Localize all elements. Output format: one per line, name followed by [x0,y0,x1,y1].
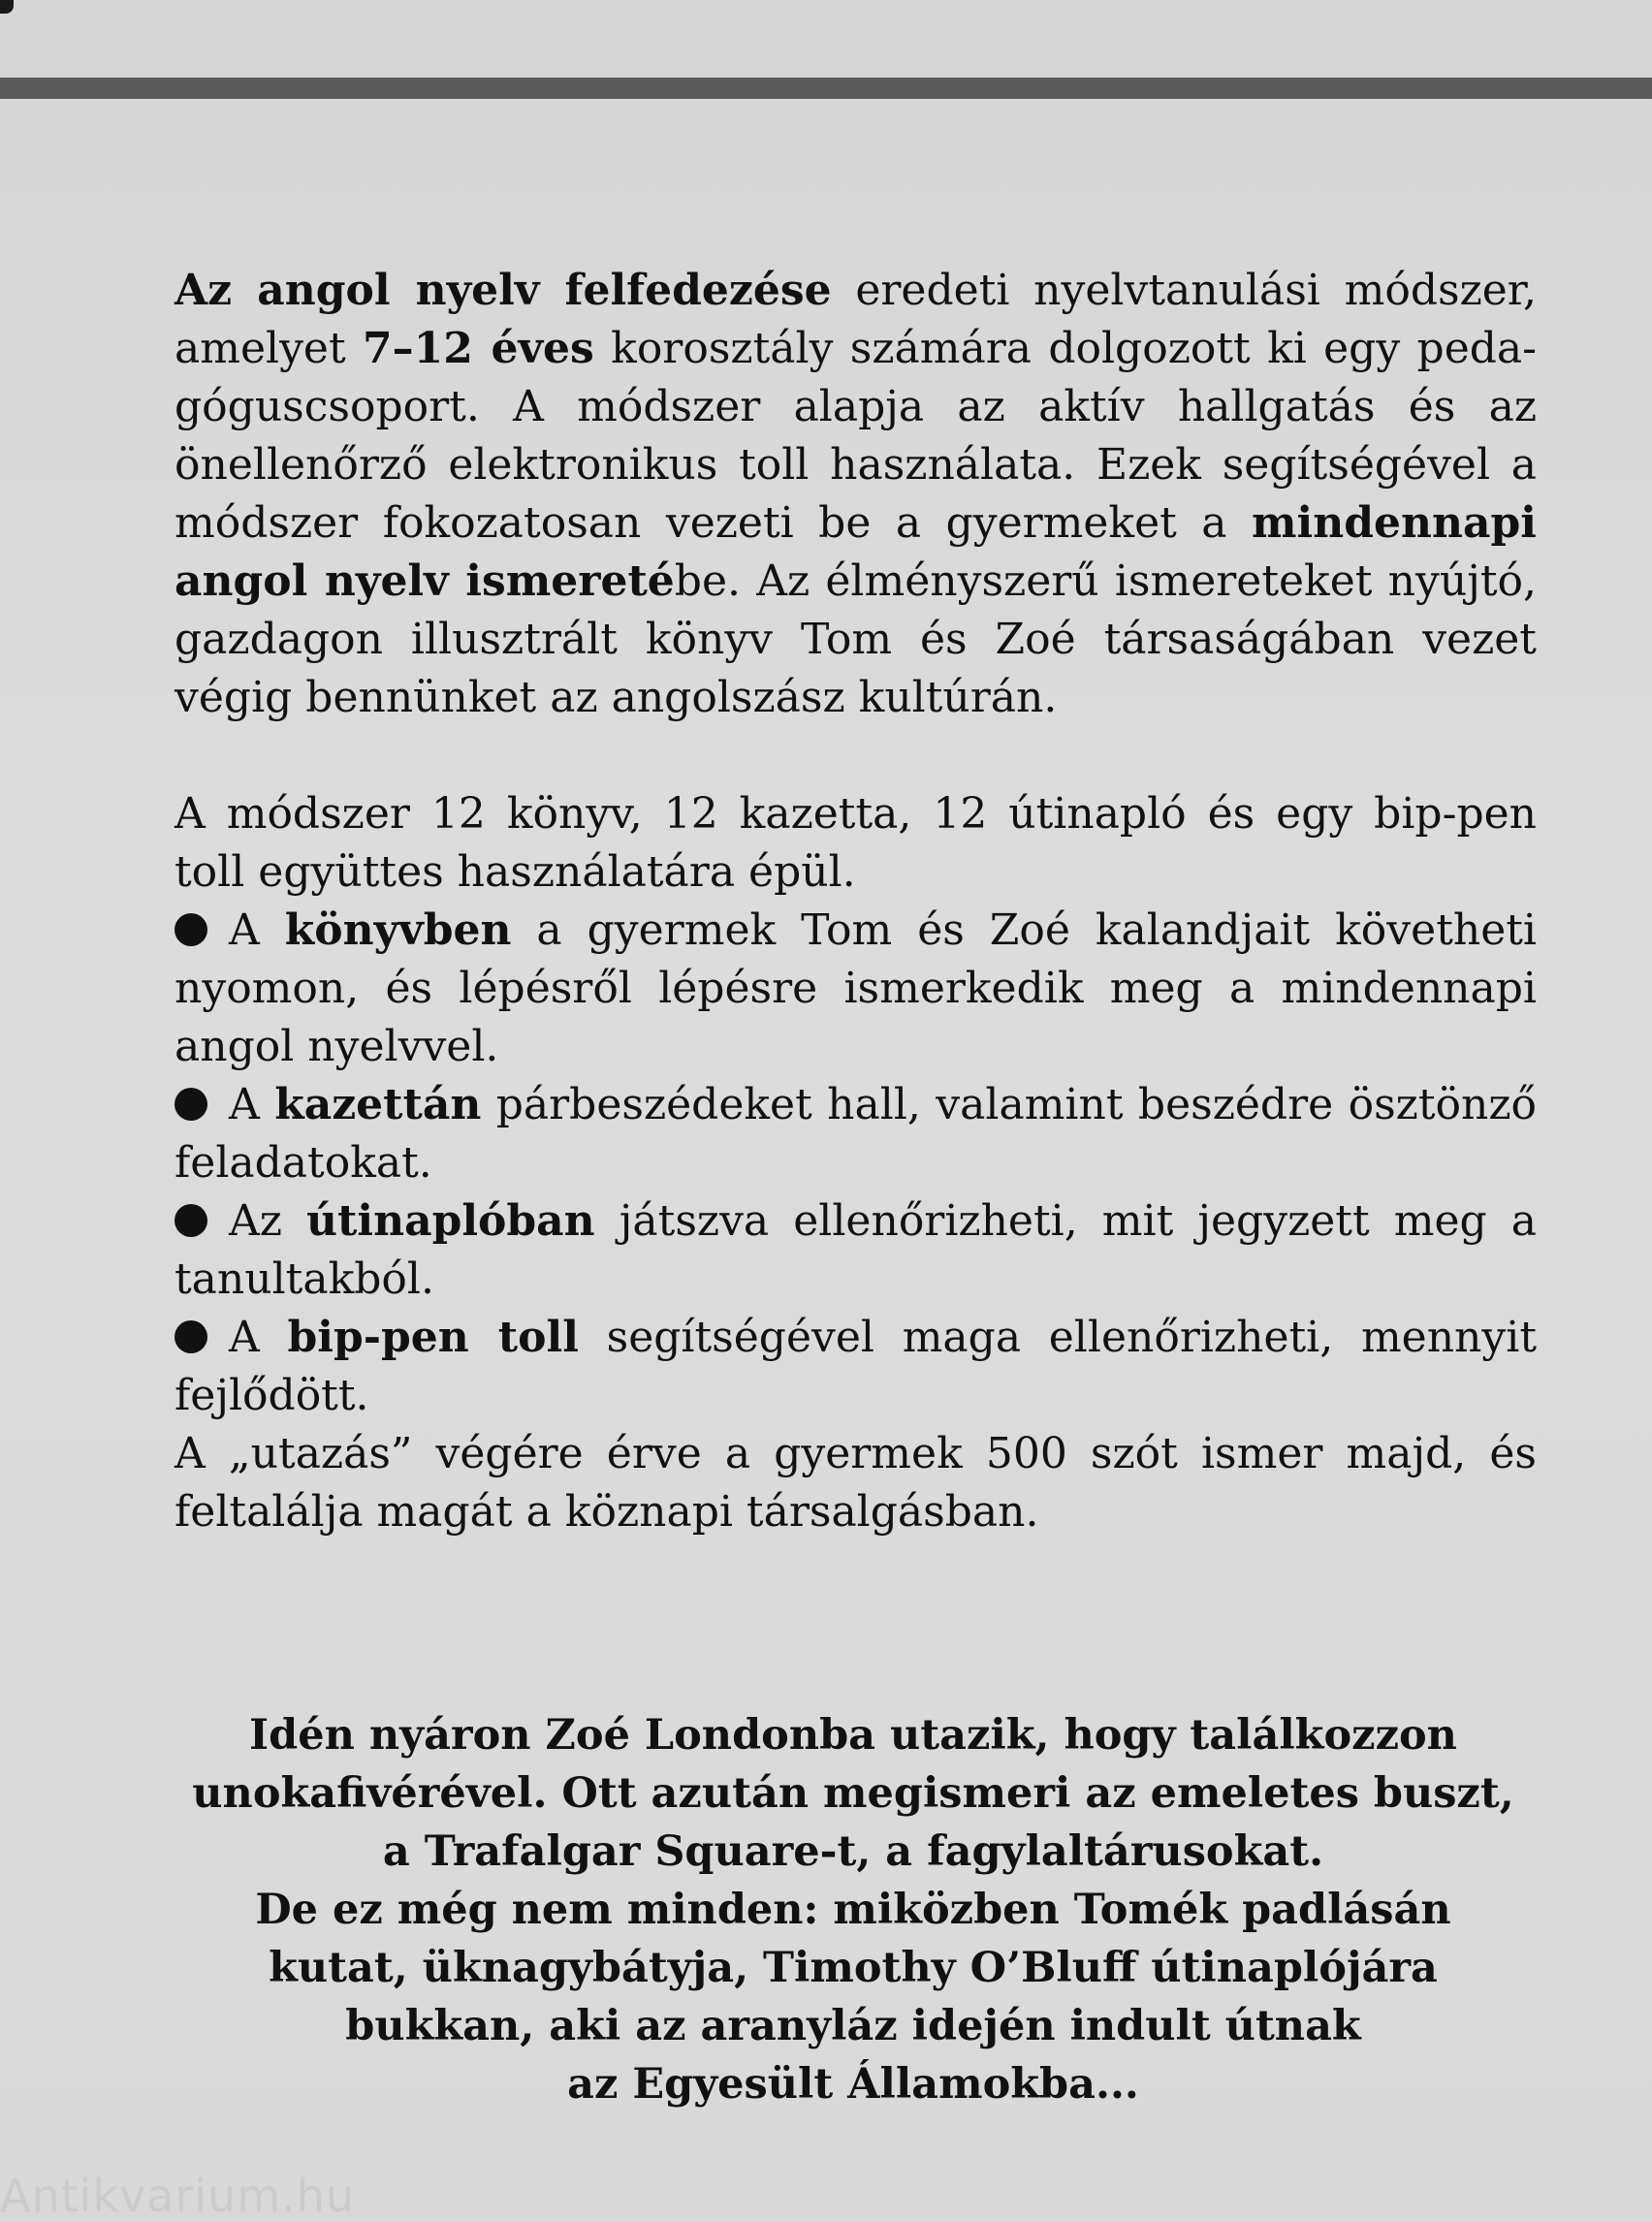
closing-line: unokafivérével. Ott azután megismeri az emeletes buszt, [192,1769,1514,1818]
bullet-pre: A [229,1080,275,1129]
bullet-bold: útinaplóban [306,1196,595,1246]
bullet-dot-icon [175,1088,207,1121]
bullet-post: játszva ellenőrizheti, mit jegyzett meg a tanultakból. [175,1196,1537,1304]
bullet-post: a gyermek Tom és Zoé kalandjait követheti nyomon, és lépésről lépésre ismerkedik meg a mindennapi angol nyelvvel. [175,905,1538,1071]
intro-bold-knowledge: mindennapi angol nyelv ismereté [175,498,1537,606]
bullet-pre: A [229,1313,288,1362]
bullet-post: segítségével maga ellenőrizheti, mennyit fejlődött. [175,1313,1537,1420]
closing-line: Idén nyáron Zoé Londonba utazik, hogy találkozzon [249,1711,1457,1760]
bullet-pre: Az [229,1196,307,1246]
bullet-bold: könyvben [284,905,512,955]
bullet-bold: kazettán [274,1080,482,1129]
bullet-item [175,902,1537,1076]
bullet-pre: A [229,905,285,955]
bullet-bold: bip-pen toll [287,1313,579,1362]
corner-mark [0,0,14,14]
intro-text-3: be. Az élményszerű ismereteket nyújtó, gazdagon illusztrált könyv Tom és Zoé társaságában vezet végig bennünket az angolszász kultúrán. [175,556,1537,722]
bullet-item [175,1309,1537,1425]
bullet-item [175,1076,1537,1192]
intro-text-1: eredeti nyelvtanulási módszer, amelyet [175,266,1537,373]
paragraph-gap [175,727,1537,785]
bullet-dot-icon [175,1320,207,1353]
bullet-dot-icon [175,913,207,946]
intro-bold-title: Az angol nyelv felfedezése [175,266,832,315]
bullet-dot-icon [175,1204,207,1237]
top-rule [0,78,1652,99]
intro-paragraph [175,262,1537,727]
intro-bold-age: 7–12 éves [362,324,594,373]
bullet-item [175,1192,1537,1309]
closing-line: az Egyesült Államokba... [567,2060,1139,2109]
closing-line: bukkan, aki az aranyláz idején indult útnak [345,2002,1361,2050]
watermark: Antikvarium.hu [0,2170,356,2222]
closing-line: kutat, üknagybátyja, Timothy O’Bluff útinaplójára [269,1944,1438,1992]
description-body [175,262,1537,1541]
bullet-post: párbeszédeket hall, valamint beszédre ösztönző feladatokat. [175,1080,1538,1188]
method-paragraph: A módszer 12 könyv, 12 kazetta, 12 útinapló és egy bip-pen toll együttes használatára épül. [175,789,1537,897]
closing-line: a Trafalgar Square-t, a fagylaltárusokat. [382,1827,1324,1876]
ending-paragraph: A „utazás” végére érve a gyermek 500 szót ismer majd, és feltalálja magát a köznapi társalgásban. [175,1429,1537,1537]
closing-line: De ez még nem minden: miközben Tomék padlásán [255,1886,1451,1934]
closing-blurb [145,1706,1561,2113]
intro-text-2: korosztály számára dolgozott ki egy pedagóguscsoport. A módszer alapja az aktív hallgatás és az önellenőrző elektronikus toll használata. Ezek segítségével a módszer fokozatosan vezeti be a gyermeket a [175,324,1537,548]
